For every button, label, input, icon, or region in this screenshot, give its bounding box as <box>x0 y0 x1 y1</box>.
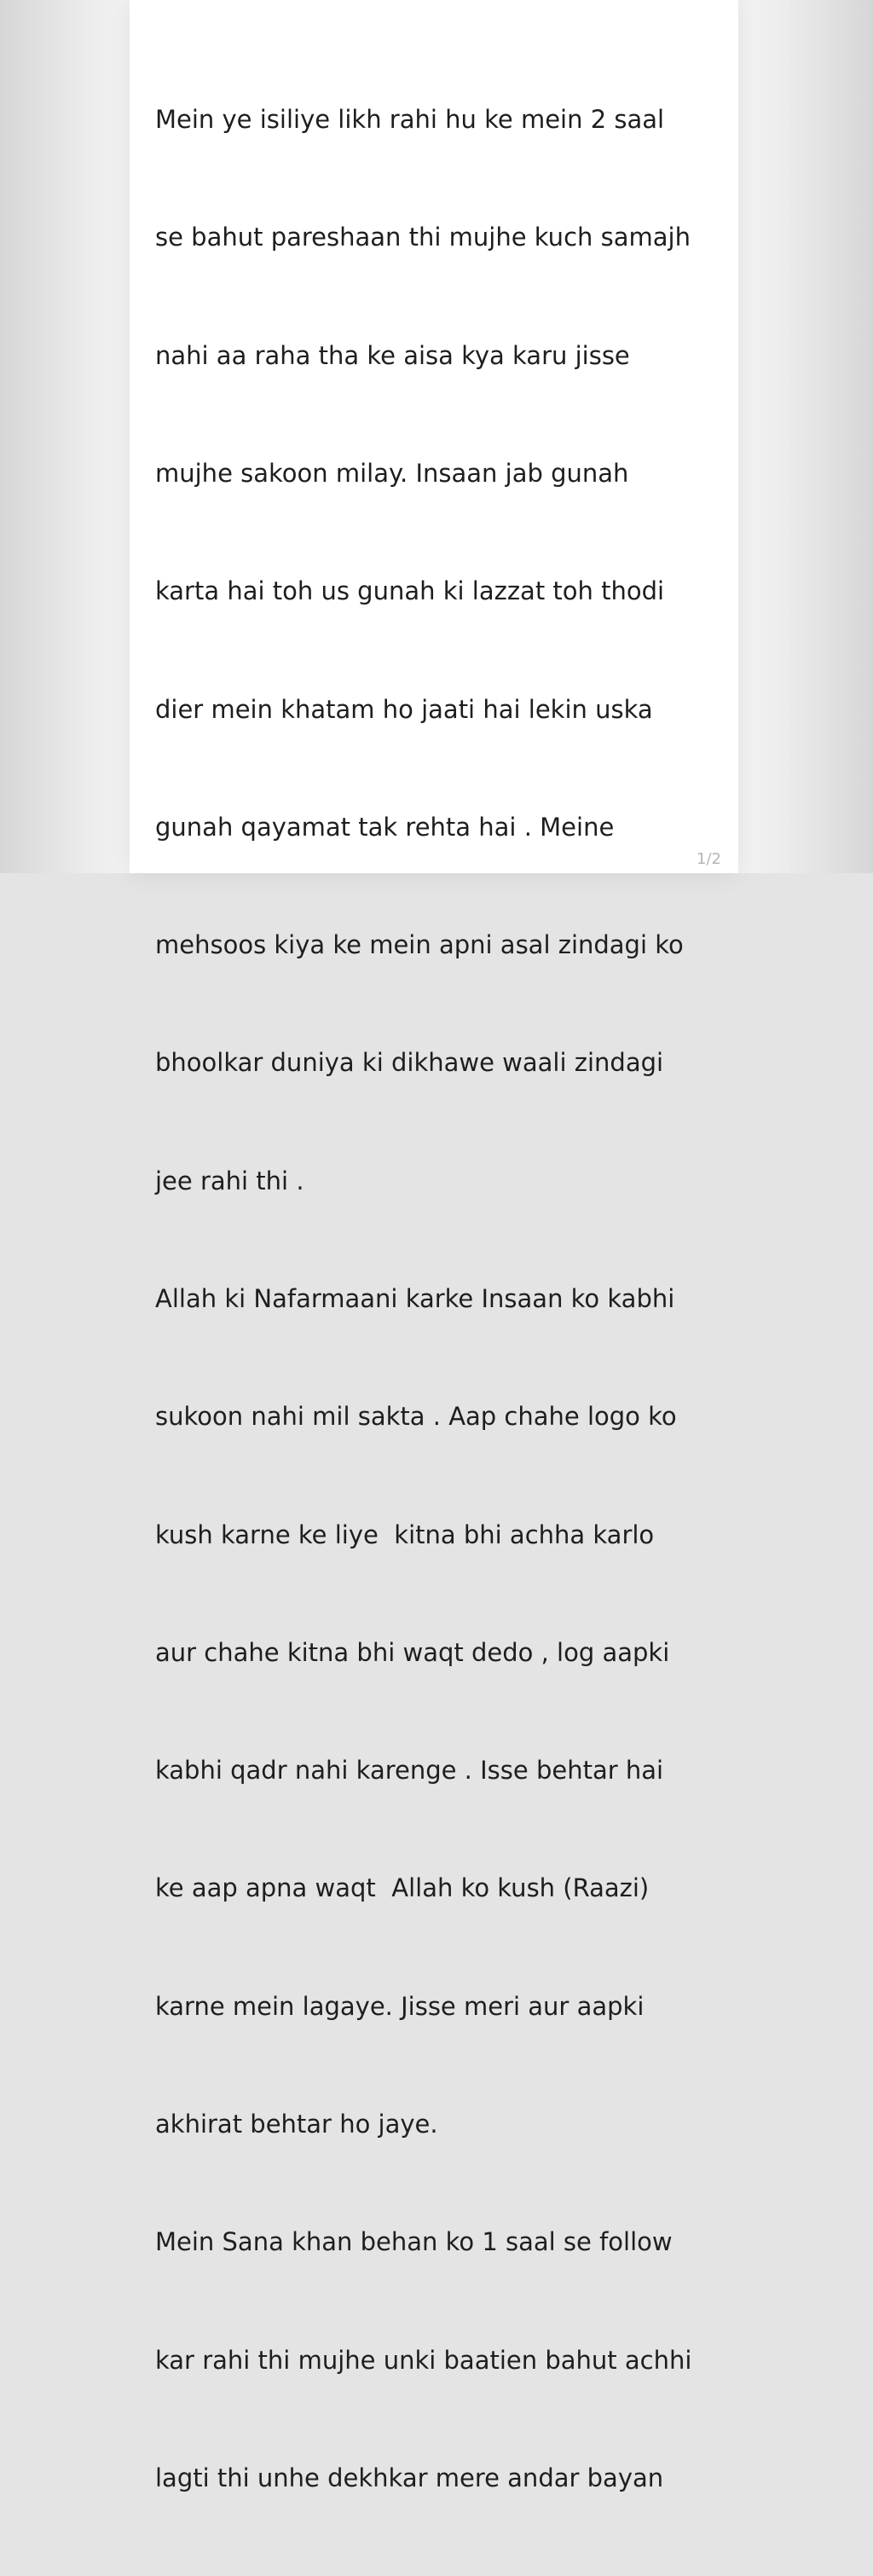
message-line: nahi aa raha tha ke aisa kya karu jisse <box>155 340 630 370</box>
message-line: ke aap apna waqt Allah ko kush (Raazi) <box>155 1873 650 1903</box>
message-line: lagti thi unhe dekhkar mere andar bayan <box>155 2463 664 2492</box>
message-line: kush karne ke liye kitna bhi achha karlo <box>155 1520 655 1549</box>
message-line: karta hai toh us gunah ki lazzat toh thodi <box>155 576 665 606</box>
message-line: jee rahi thi . <box>155 1166 304 1195</box>
message-line: se bahut pareshaan thi mujhe kuch samajh <box>155 223 691 252</box>
message-line: kar rahi thi mujhe unki baatien bahut achhi <box>155 2345 692 2375</box>
message-line: dier mein khatam ho jaati hai lekin uska <box>155 694 653 724</box>
message-line: akhirat behtar ho jaye. <box>155 2109 438 2139</box>
message-line: mujhe sakoon milay. Insaan jab gunah <box>155 459 629 489</box>
message-line: Allah ki Nafarmaani karke Insaan ko kabhi <box>155 1284 675 1313</box>
message-line: mehsoos kiya ke mein apni asal zindagi ko <box>155 930 684 960</box>
message-line: Mein ye isiliye likh rahi hu ke mein 2 saal <box>155 105 665 135</box>
message-line: sukoon nahi mil sakta . Aap chahe logo ko <box>155 1402 677 1432</box>
message-card <box>130 0 738 2492</box>
message-line: kabhi qadr nahi karenge . Isse behtar hai <box>155 1756 664 1786</box>
page-indicator: 1/2 <box>697 850 721 868</box>
message-line: bhoolkar duniya ki dikhawe waali zindagi <box>155 1048 664 1078</box>
message-line: gunah qayamat tak rehta hai . Meine <box>155 812 615 842</box>
message-body <box>155 21 726 2576</box>
message-line: Mein Sana khan behan ko 1 saal se follow <box>155 2227 673 2257</box>
message-line: karne mein lagaye. Jisse meri aur aapki <box>155 1991 645 2021</box>
message-line: aur chahe kitna bhi waqt dedo , log aapki <box>155 1637 670 1667</box>
